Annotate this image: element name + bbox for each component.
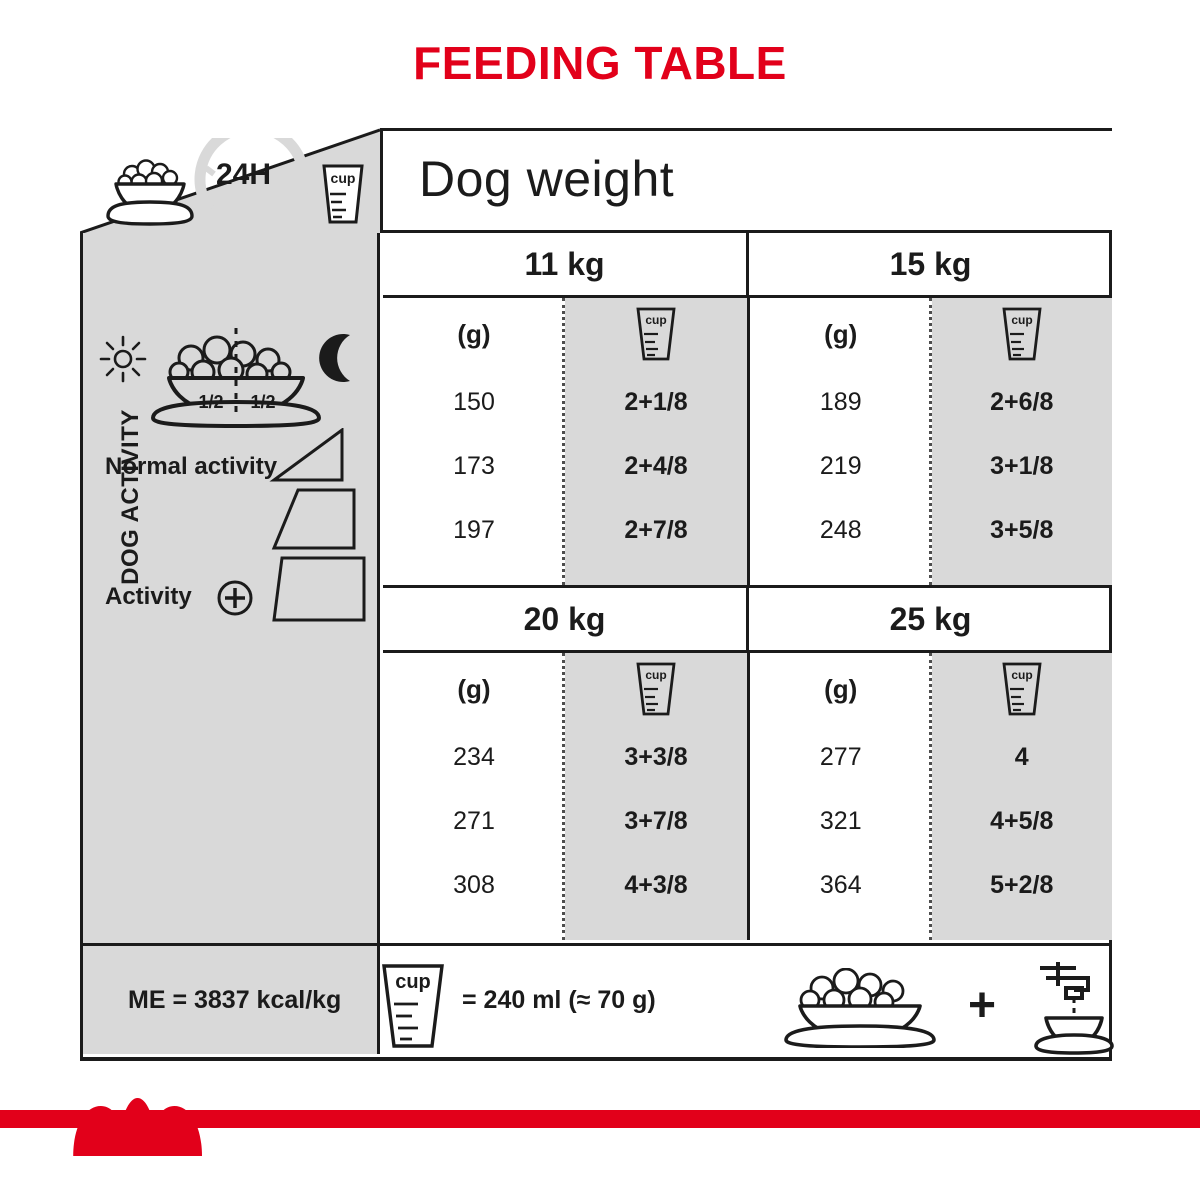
plus-circle-icon xyxy=(215,578,255,618)
footer-plus-sign: + xyxy=(968,979,997,1032)
dog-weight-label: Dog weight xyxy=(419,151,675,207)
weight-label-15kg: 15 kg xyxy=(746,233,1112,295)
svg-text:cup: cup xyxy=(330,170,356,186)
grams-value: 277 xyxy=(819,742,862,771)
cup-value: 3+1/8 xyxy=(990,451,1054,480)
weight-subtable-1 xyxy=(383,298,1112,585)
cup-value: 4 xyxy=(1014,742,1029,771)
grams-value: 219 xyxy=(819,451,862,480)
cups-column-20kg xyxy=(565,653,747,940)
grams-header: (g) xyxy=(824,318,858,349)
table-footer xyxy=(80,943,1112,1060)
cup-value: 5+2/8 xyxy=(990,870,1054,899)
cup-header-icon xyxy=(565,653,747,725)
activity-level-bars-icon xyxy=(268,428,368,628)
activity-label: Activity xyxy=(105,583,192,610)
cup-value: 4+3/8 xyxy=(624,870,688,899)
cups-column-15kg xyxy=(932,298,1113,585)
water-tap-icon xyxy=(1010,956,1130,1056)
cups-column-11kg xyxy=(565,298,747,585)
grams-value: 197 xyxy=(453,515,495,544)
weight-label-20kg: 20 kg xyxy=(523,600,606,637)
weight-block-2 xyxy=(383,588,1112,940)
svg-text:cup: cup xyxy=(645,313,667,327)
weight-header-row-2 xyxy=(383,588,1112,650)
grams-column-25kg xyxy=(750,653,932,940)
grams-header: (g) xyxy=(457,318,491,349)
grams-value: 308 xyxy=(453,870,495,899)
cups-column-25kg xyxy=(932,653,1113,940)
page-title: FEEDING TABLE xyxy=(413,37,787,89)
footer-bowl-icon xyxy=(760,968,960,1048)
bowl-clock-icon xyxy=(98,138,308,228)
grams-value: 234 xyxy=(453,742,495,771)
metabolisable-energy-label: ME = 3837 kcal/kg xyxy=(128,986,342,1014)
grams-header: (g) xyxy=(457,673,491,704)
weight-subtable-2 xyxy=(383,653,1112,940)
weight-column-11kg xyxy=(383,298,747,585)
cup-icon xyxy=(628,658,684,720)
cup-value: 3+7/8 xyxy=(624,806,688,835)
svg-text:cup: cup xyxy=(1011,313,1033,327)
hours-label: 24H xyxy=(216,158,272,191)
grams-value: 271 xyxy=(453,806,495,835)
svg-text:cup: cup xyxy=(395,971,431,993)
weight-column-15kg xyxy=(747,298,1112,585)
grams-value: 189 xyxy=(819,387,862,416)
weight-column-25kg xyxy=(747,653,1112,940)
cup-value: 2+4/8 xyxy=(624,451,688,480)
grams-header: (g) xyxy=(824,673,858,704)
table-body xyxy=(80,233,1112,1060)
dog-activity-vertical-label: DOG ACTIVITY xyxy=(117,409,144,585)
cup-value: 3+5/8 xyxy=(990,515,1054,544)
cup-icon xyxy=(994,658,1050,720)
grams-value: 321 xyxy=(819,806,862,835)
cup-equivalence-label: = 240 ml (≈ 70 g) xyxy=(462,986,656,1014)
cup-header-icon xyxy=(565,298,747,370)
cup-value: 4+5/8 xyxy=(990,806,1054,835)
weight-block-1 xyxy=(383,233,1112,585)
grams-value: 364 xyxy=(819,870,862,899)
cup-value: 3+3/8 xyxy=(624,742,688,771)
normal-activity-label: Normal activity xyxy=(105,453,278,480)
daily-ration-icon-group xyxy=(98,138,308,228)
grams-value: 150 xyxy=(453,387,495,416)
weight-label-11kg: 11 kg xyxy=(524,245,605,282)
cup-value: 2+1/8 xyxy=(624,387,688,416)
cup-value: 2+7/8 xyxy=(624,515,688,544)
cup-header-icon xyxy=(932,653,1113,725)
svg-text:cup: cup xyxy=(645,668,667,682)
grams-value: 173 xyxy=(453,451,495,480)
cup-header-icon xyxy=(932,298,1113,370)
dog-weight-header xyxy=(380,128,1112,233)
weight-header-row-1 xyxy=(383,233,1112,295)
svg-text:1/2: 1/2 xyxy=(198,392,224,412)
svg-text:1/2: 1/2 xyxy=(250,392,276,412)
footer-bottom-border xyxy=(80,1058,1112,1061)
weight-column-20kg xyxy=(383,653,747,940)
footer-cup-icon xyxy=(368,958,458,1054)
grams-column-11kg xyxy=(383,298,565,585)
feeding-table xyxy=(80,128,1112,1060)
table-header xyxy=(80,128,1112,233)
grams-value: 248 xyxy=(819,515,862,544)
svg-text:cup: cup xyxy=(1011,668,1033,682)
weight-data-area xyxy=(383,233,1112,1054)
grams-column-15kg xyxy=(750,298,932,585)
half-portion-bowl-icon xyxy=(123,328,353,428)
weight-label-25kg: 25 kg xyxy=(746,588,1112,650)
brand-red-bar xyxy=(0,1110,1200,1128)
grams-column-20kg xyxy=(383,653,565,940)
dog-activity-panel xyxy=(83,233,380,1054)
cup-icon xyxy=(994,303,1050,365)
header-cup-icon xyxy=(312,158,374,228)
cup-value: 2+6/8 xyxy=(990,387,1054,416)
cup-icon xyxy=(628,303,684,365)
